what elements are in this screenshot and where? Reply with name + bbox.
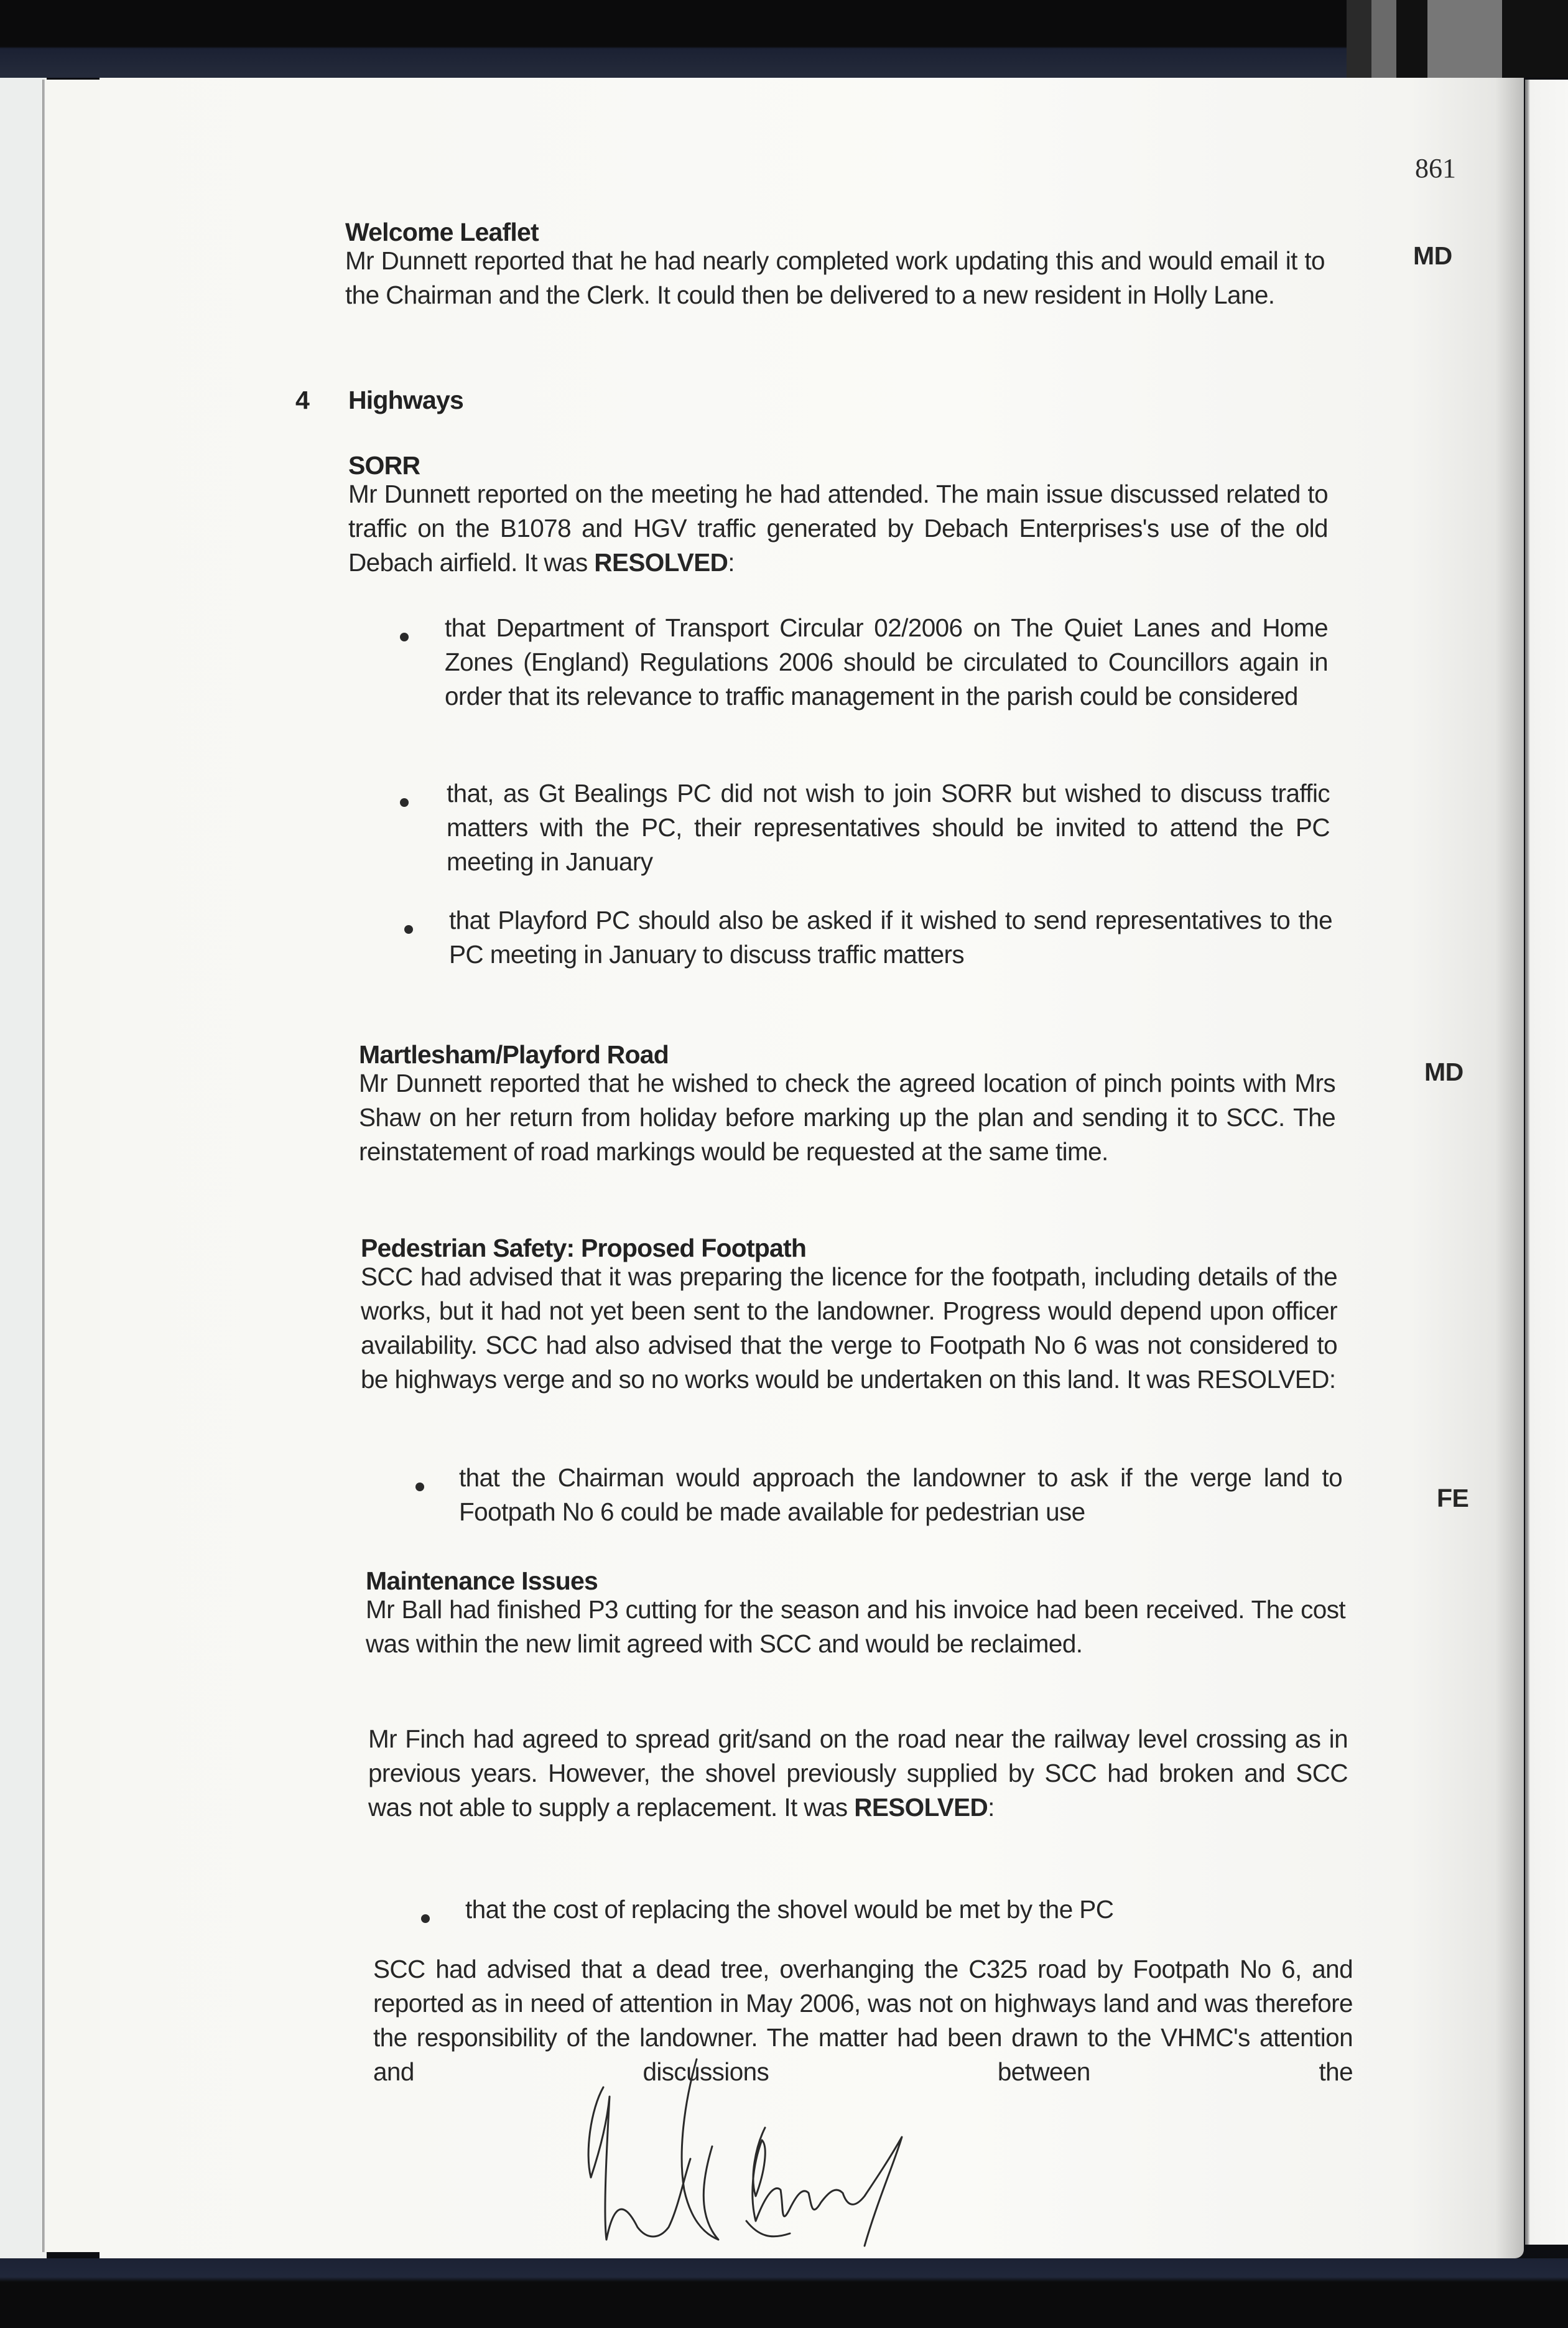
page-stack-edges — [42, 80, 106, 2252]
scan-background-bottom — [0, 2258, 1568, 2328]
martlesham-body: Mr Dunnett reported that he wished to check the agreed location of pinch points with Mrs Shaw on her return from holiday before marking up the plan and sending it to SCC. The reinstatement of road markings would be requested at the same time. — [359, 1069, 1335, 1166]
resolved-label: RESOLVED — [594, 548, 728, 577]
welcome-leaflet-body: Mr Dunnett reported that he had nearly completed work updating this and would email it to the Chairman and the Clerk. It could then be delivered to a new resident in Holly Lane. — [345, 246, 1325, 309]
bullet-icon — [404, 925, 413, 934]
sorr-body-text: Mr Dunnett reported on the meeting he had attended. The main issue discussed related to traffic on the B1078 and HGV traffic generated by Debach Enterprises's use of the old Debach airfield. It was — [348, 480, 1328, 577]
maintenance-resolution-1: that the cost of replacing the shovel would be met by the PC — [465, 1895, 1114, 1924]
resolved-label: RESOLVED — [854, 1793, 988, 1822]
section-heading-highways: Highways — [348, 386, 463, 414]
section-heading-welcome-leaflet: Welcome Leaflet — [345, 218, 539, 246]
section-heading-maintenance-issues: Maintenance Issues — [366, 1567, 598, 1595]
page-number: 861 — [1415, 153, 1456, 184]
bullet-icon — [400, 633, 409, 641]
sorr-resolution-3: that Playford PC should also be asked if it wished to send representatives to the PC meeting in January to discuss traffic matters — [449, 906, 1332, 969]
maintenance-para-2 — [368, 1722, 1348, 1825]
maintenance-para-2-text: Mr Finch had agreed to spread grit/sand on the road near the railway level crossing as in previous years. However, the shovel previously supplied by SCC had broken and SCC was not able to supply a replacement. It was — [368, 1725, 1348, 1822]
left-page-margin — [0, 78, 47, 2258]
next-page-edge — [1525, 80, 1568, 2245]
sorr-body — [348, 477, 1328, 580]
sorr-resolution-2: that, as Gt Bealings PC did not wish to join SORR but wished to discuss traffic matters with the PC, their representatives should be invited to attend the PC meeting in January — [447, 779, 1330, 876]
section-heading-sorr: SORR — [348, 451, 420, 480]
agenda-item-number: 4 — [295, 386, 310, 414]
handwritten-signature — [498, 2053, 1151, 2258]
pedestrian-body: SCC had advised that it was preparing the licence for the footpath, including details of the works, but it had not yet been sent to the landowner. Progress would depend upon officer availability. SCC had also advised that the verge to Footpath No 6 was not considered to be highways verge and so no works would be undertaken on this land. It was RESOLVED: — [361, 1262, 1337, 1394]
bullet-icon — [400, 798, 409, 807]
bullet-icon — [415, 1483, 424, 1491]
action-owner-fe: FE — [1437, 1484, 1469, 1512]
sorr-body-colon: : — [728, 548, 735, 577]
maintenance-para-3: SCC had advised that a dead tree, overhanging the C325 road by Footpath No 6, and reported as in need of attention in May 2006, was not on highways land and was therefore the responsibility of the landowner. The matter had been drawn to the VHMC's attention and discussions between the — [373, 1955, 1353, 2086]
scan-background-top — [0, 0, 1568, 78]
maintenance-para-1: Mr Ball had finished P3 cutting for the season and his invoice had been received. The cost was within the new limit agreed with SCC and would be reclaimed. — [366, 1595, 1345, 1658]
sorr-resolution-1: that Department of Transport Circular 02/2006 on The Quiet Lanes and Home Zones (England) Regulations 2006 should be circulated to Councillors again in order that its relevance to traffic management in the parish could be considered — [445, 613, 1328, 710]
maintenance-para-2-colon: : — [988, 1793, 995, 1822]
section-heading-martlesham-playford-road: Martlesham/Playford Road — [359, 1040, 669, 1069]
pedestrian-resolution-1: that the Chairman would approach the landowner to ask if the verge land to Footpath No 6 could be made available for pedestrian use — [459, 1463, 1342, 1526]
bullet-icon — [421, 1914, 430, 1923]
action-owner-md: MD — [1424, 1058, 1464, 1086]
section-heading-pedestrian-safety: Pedestrian Safety: Proposed Footpath — [361, 1234, 807, 1262]
action-owner-md: MD — [1413, 241, 1452, 270]
binder-edge — [1347, 0, 1568, 78]
